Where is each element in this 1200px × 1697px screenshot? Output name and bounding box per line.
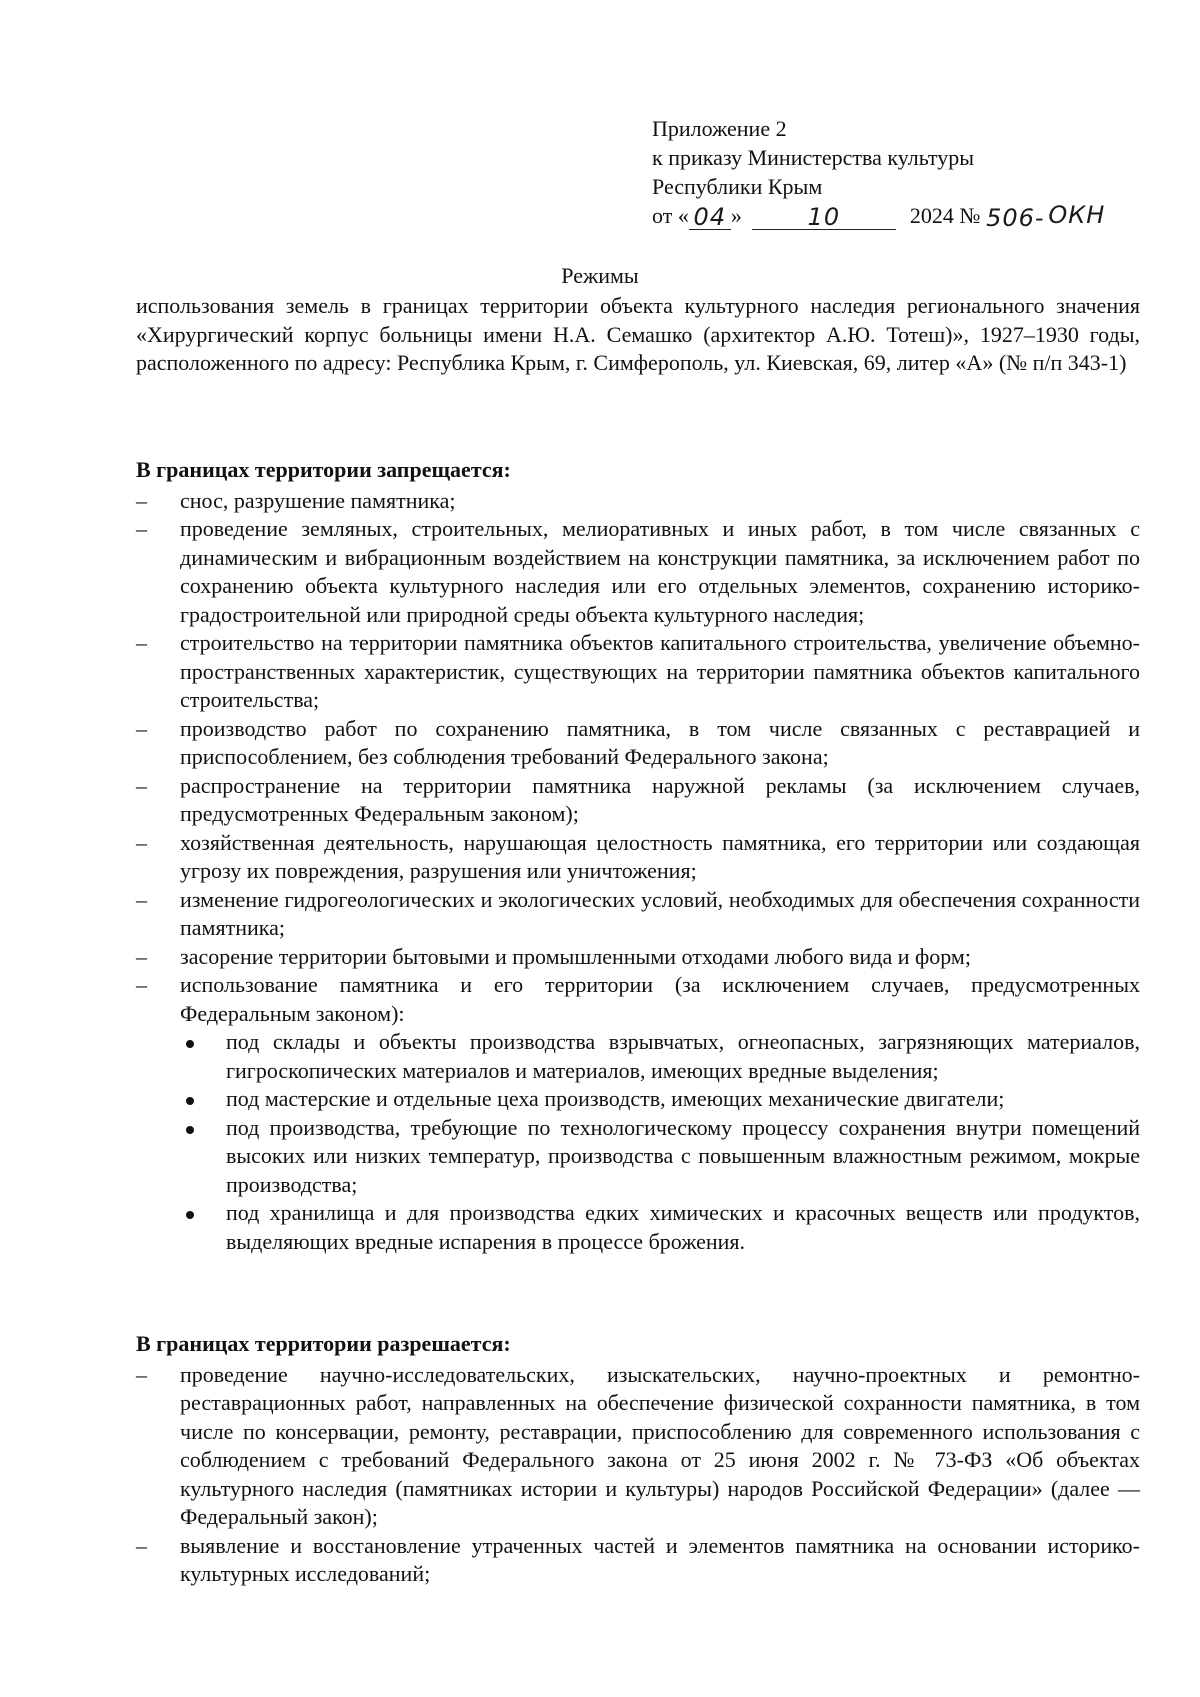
sub-list-item — [180, 1085, 1140, 1114]
sub-list-item — [180, 1028, 1140, 1085]
list-item — [136, 1532, 1140, 1589]
annex-date-number — [652, 201, 1112, 230]
date-close-quote: » — [730, 203, 742, 228]
bullet-icon — [186, 1040, 194, 1048]
dash-marker: – — [136, 943, 147, 969]
bullet-icon — [186, 1211, 194, 1219]
list-item-text: снос, разрушение памятника; — [180, 487, 456, 513]
dash-marker: – — [136, 630, 147, 655]
prohibited-section — [136, 456, 1140, 1256]
list-item — [136, 829, 1140, 886]
annex-order-ref: к приказу Министерства культуры — [652, 145, 975, 170]
list-item-text: проведение земляных, строительных, мелиоративных и иных работ, в том числе связанных с динамическим и вибрационным воздействием на конструкции памятника, за исключением работ по сохранению объекта культурного наследия или его отдельных элементов, сохранению историко-градостроительной или природной среды объекта культурного наследия; — [180, 516, 1140, 627]
list-item — [136, 886, 1140, 943]
dash-marker: – — [136, 772, 147, 798]
dash-marker: – — [136, 487, 147, 513]
prohibited-heading: В границах территории запрещается: — [136, 457, 511, 482]
dash-marker: – — [136, 715, 147, 741]
list-item — [136, 515, 1140, 629]
handwritten-day: 04 — [689, 205, 731, 230]
allowed-heading: В границах территории разрешается: — [136, 1331, 511, 1356]
handwritten-order-number: 506- — [986, 204, 1045, 232]
document-subtitle: использования земель в границах территории объекта культурного наследия регионального значения «Хирургический корпус больницы имени Н.А. Семашко (архитектор А.Ю. Тотеш)», 1927–1930 годы, расположенного по адресу: Республика Крым, г. Симферополь, ул. Киевская, 69, литер «А» (№ п/п 343-1) — [136, 293, 1140, 375]
list-item-text: засорение территории бытовыми и промышленными отходами любого вида и форм; — [180, 943, 971, 969]
list-item — [136, 1361, 1140, 1532]
usage-restrictions-list — [180, 1028, 1140, 1256]
list-item-text: изменение гидрогеологических и экологических условий, необходимых для обеспечения сохранности памятника; — [180, 886, 1140, 940]
sub-list-item-text: под производства, требующие по технологическому процессу сохранения внутри помещений высоких или низких температур, производства с повышенным влажностным режимом, мокрые производства; — [226, 1114, 1140, 1197]
list-item-text: строительство на территории памятника объектов капитального строительства, увеличение объемно-пространственных характеристик, существующих на территории памятника объектов капитального строительства; — [180, 630, 1140, 712]
handwritten-order-suffix: ОКН — [1048, 201, 1106, 229]
sub-list-item — [180, 1114, 1140, 1200]
annex-republic: Республики Крым — [652, 174, 823, 199]
dash-marker: – — [136, 829, 147, 855]
list-item — [136, 971, 1140, 1256]
annex-title: Приложение 2 — [652, 116, 787, 141]
list-item — [136, 772, 1140, 829]
bullet-icon — [186, 1097, 194, 1105]
list-item-text: производство работ по сохранению памятника, в том числе связанных с реставрацией и приспособлением, без соблюдения требований Федерального закона; — [180, 715, 1140, 769]
sub-list-item-text: под склады и объекты производства взрывчатых, огнеопасных, загрязняющих материалов, гигроскопических материалов и материалов, имеющих вредные выделения; — [226, 1029, 1140, 1083]
list-item — [136, 943, 1140, 972]
prohibited-list — [136, 487, 1140, 1257]
sub-list-item-text: под мастерские и отдельные цеха производств, имеющих механические двигатели; — [226, 1086, 1005, 1111]
bullet-icon — [186, 1126, 194, 1134]
dash-marker: – — [136, 516, 147, 541]
list-item — [136, 487, 1140, 516]
year-and-number-label: 2024 № — [909, 203, 981, 228]
list-item-text: проведение научно-исследовательских, изыскательских, научно-проектных и ремонтно-реставрационных работ, направленных на обеспечение физической сохранности памятника, в том числе по консервации, ремонту, реставрации, приспособлению для современного использования с соблюдением с требований Федерального закона от 25 июня 2002 г. № 73-ФЗ «Об объектах культурного наследия (памятниках истории и культуры) народов Российской Федерации» (далее — Федеральный закон); — [180, 1361, 1140, 1529]
annex-block — [652, 114, 1112, 230]
sub-list-item — [180, 1199, 1140, 1256]
list-item-text: использование памятника и его территории (за исключением случаев, предусмотренных Федеральным законом): — [180, 972, 1140, 1026]
dash-marker: – — [136, 1532, 147, 1558]
dash-marker: – — [136, 972, 147, 997]
list-item — [136, 715, 1140, 772]
allowed-section — [136, 1330, 1140, 1589]
list-item-text: распространение на территории памятника наружной рекламы (за исключением случаев, предусмотренных Федеральным законом); — [180, 772, 1140, 826]
list-item-text: выявление и восстановление утраченных частей и элементов памятника на основании историко-культурных исследований; — [180, 1532, 1140, 1586]
dash-marker: – — [136, 1361, 147, 1387]
list-item-text: хозяйственная деятельность, нарушающая целостность памятника, его территории или создающая угрозу их повреждения, разрушения или уничтожения; — [180, 829, 1140, 883]
date-prefix: от « — [652, 203, 689, 228]
list-item — [136, 629, 1140, 715]
handwritten-month: 10 — [752, 205, 896, 230]
sub-list-item-text: под хранилища и для производства едких химических и красочных веществ или продуктов, выделяющих вредные испарения в процессе брожения. — [226, 1200, 1140, 1254]
document-title: Режимы — [561, 263, 639, 288]
dash-marker: – — [136, 886, 147, 912]
allowed-list — [136, 1361, 1140, 1589]
